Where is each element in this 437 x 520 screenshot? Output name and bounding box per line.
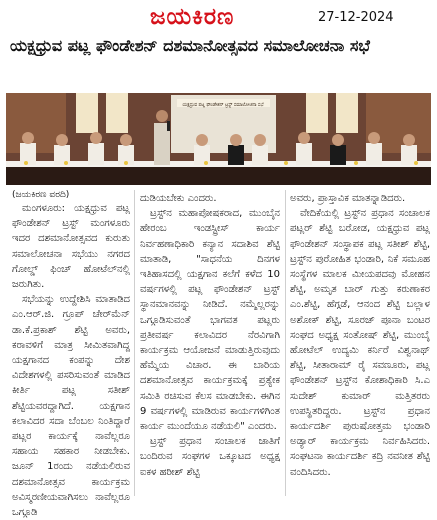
article-column-2 [140, 191, 280, 480]
event-photo [6, 93, 431, 185]
article-paragraph: ಟ್ರಸ್ಟ್ ಪ್ರಧಾನ ಸಂಚಾಲಕ ಜಾತಿಗೆ ಬಂದಿರುವ ಸಂಘಗಳ ಒಕ್ಕೂಟದ ಅಧ್ಯಕ್ಷ ಐಕಳ ಹರೀಶ್ ಶೆಟ್ಟಿ [140, 436, 280, 478]
masthead [0, 0, 437, 36]
article-column-3 [290, 191, 430, 480]
article-paragraph: ಟ್ರಸ್ಟ್‌ನ ಮಹಾಪೋಷಕರಾದ, ಮುಂಬೈನ ಹೇರಂಬ ಇಂಡಸ್ಟ್ರೀಸ್ ಕಾರ್ಯ ನಿರ್ವಹಣಾಧಿಕಾರಿ ಕನ್ಯಾನ ಸದಾಶಿವ ಶೆಟ್ಟಿ ಮಾತಾಡಿ, "ಸಾಧನೆಯ ದಿನಗಳ ಇತಿಹಾಸದಲ್ಲಿ ಯಕ್ಷಗಾನ ಕಲೆಗೆ ಕಳೆದ 10 ವರ್ಷಗಳಲ್ಲಿ ಪಟ್ಲ ಫೌಂಡೇಶನ್ ಟ್ರಸ್ಟ್ ಸ್ಥಾನಮಾನವನ್ನು ನೀಡಿದೆ. ನಮ್ಮೆಲ್ಲರನ್ನು ಒಗ್ಗೂಡಿಸುವಂತೆ ಭಾಗವತ ಪಟ್ಲರು ಪ್ರತೀವರ್ಷ ಕಲಾವಿದರ ನೆರವಿಗಾಗಿ ಕಾರ್ಯಕ್ರಮ ಆಯೋಜನೆ ಮಾಡುತ್ತಿರುವುದು ಹೆಮ್ಮೆಯ ವಿಚಾರ. ಈ ಬಾರಿಯ ದಶಮಾನೋತ್ಸವ ಕಾರ್ಯಕ್ರಮಕ್ಕೆ ಪ್ರತ್ಯೇಕ ಸಮಿತಿ ರಚಿಸುವ ಕೆಲಸ ಮಾಡಬೇಕು. ಈಗಿನ 9 ವರ್ಷಗಳಲ್ಲಿ ಮಾಡಿರುವ ಕಾರ್ಯಗಳಿಗಿಂತ ಕಾರ್ಯ ಮುಂದೆಯೂ ನಡೆಯಲಿ" ಎಂದರು. [140, 208, 280, 433]
column-divider [285, 190, 286, 496]
event-photo-illustration [6, 93, 431, 185]
article-column-1 [12, 201, 130, 520]
newspaper-title: ಜಯಕಿರಣ [150, 4, 235, 30]
article-headline: ಯಕ್ಷಧ್ರುವ ಪಟ್ಲ ಫೌಂಡೇಶನ್ ದಶಮಾನೋತ್ಸವದ ಸಮಾಲೋಚನಾ ಸಭೆ [10, 36, 370, 55]
issue-date: 27-12-2024 [318, 10, 394, 25]
article-paragraph: ಸಭೆಯನ್ನು ಉದ್ದೇಶಿಸಿ ಮಾತಾಡಿದ ಎಂ.ಆರ್.ಜಿ. ಗ್ರೂಪ್ ಚೇರ್‌ಮೆನ್ ಡಾ.ಕೆ.ಪ್ರಕಾಶ್ ಶೆಟ್ಟಿ ಅವರು, ಕರಾವಳಿಗೆ ಮಾತ್ರ ಸೀಮಿತವಾಗಿದ್ದ ಯಕ್ಷಗಾನದ ಕಂಪನ್ನು ದೇಶ ವಿದೇಶಗಳಲ್ಲಿ ಪಸರಿಸುವಂತೆ ಮಾಡಿದ ಕೀರ್ತಿ ಪಟ್ಲ ಸತೀಶ್ ಶೆಟ್ಟಿಯವರದ್ದಾಗಿದೆ. ಯಕ್ಷಗಾನ ಕಲಾವಿದರ ಸದಾ ಬೆಂಬಲ ನಿಂತಿದ್ದಾರೆ ಪಟ್ಲರ ಕಾರ್ಯಕ್ಕೆ ನಾವೆಲ್ಲರೂ ಸಹಾಯ ಸಹಕಾರ ನೀಡಬೇಕು. ಜೂನ್ 1ರಂದು ನಡೆಯಲಿರುವ ದಶಮಾನೋತ್ಸವ ಕಾರ್ಯಕ್ರಮ ಅವಿಸ್ಮರಣೀಯವಾಗಿಸಲು ನಾವೆಲ್ಲರೂ ಒಗ್ಗೂಡಿ [12, 294, 130, 519]
article-paragraph: ದುಡಿಯಬೇಕು ಎಂದರು. [140, 193, 217, 204]
reporter-credit: (ಜಯಕಿರಣ ವರದಿ) [12, 190, 70, 200]
stage-banner-text: ಯಕ್ಷಧ್ರುವ ಪಟ್ಲ ಫೌಂಡೇಶನ್ ಟ್ರಸ್ಟ್ ಸಮಾಲೋಚನಾ ಸಭೆ [182, 103, 264, 108]
column-divider [134, 190, 135, 496]
article-paragraph: ವೇದಿಕೆಯಲ್ಲಿ ಟ್ರಸ್ಟ್‌ನ ಪ್ರಧಾನ ಸಂಚಾಲಕ ಪಟ್ಲರ್ ಶೆಟ್ಟಿ ಬರೋಡ, ಯಕ್ಷಧ್ರುವ ಪಟ್ಲ ಫೌಂಡೇಶನ್ ಸಂಸ್ಥಾಪಕ ಪಟ್ಲ ಸತೀಶ್ ಶೆಟ್ಟಿ, ಟ್ರಸ್ಟ್‌ನ ಪುರೋಹಿತ ಭಂಡಾರಿ, ನಿಕೆ ಸಮೂಹ ಸಂಸ್ಥೆಗಳ ಮಾಲಕ ಮೀಯಪದವು ಮೋಹನ ಶೆಟ್ಟಿ, ಅಮೃತ ಬಾರ್ ಗುತ್ತು ಕರುಣಾಕರ ಎಂ.ಶೆಟ್ಟಿ, ಹೆಗ್ಗಡೆ, ಆನಂದ ಶೆಟ್ಟಿ ಬಲ್ಲಾಳ ಅಶೋಕ್ ಶೆಟ್ಟಿ, ಸೂರಜ್ ಪೂನಾ ಬಂಟರ ಸಂಘದ ಅಧ್ಯಕ್ಷ ಸಂತೋಷ್ ಶೆಟ್ಟಿ, ಮುಂಬೈ ಹೋಟೆಲ್ ಉದ್ಯಮಿ ಕರ್ನಿರೆ ವಿಶ್ವನಾಥ್ ಶೆಟ್ಟಿ, ಸೀತಾರಾಮ್ ರೈ ಸವಣೂರು, ಪಟ್ಲ ಫೌಂಡೇಶನ್ ಟ್ರಸ್ಟ್‌ನ ಕೋಶಾಧಿಕಾರಿ ಸಿ.ಎ ಸುದೇಶ್ ಕುಮಾರ್ ಮತ್ತಿತರರು ಉಪಸ್ಥಿತರಿದ್ದರು. ಟ್ರಸ್ಟ್‌ನ ಪ್ರಧಾನ ಕಾರ್ಯದರ್ಶಿ ಪುರುಷೋತ್ತಮ ಭಂಡಾರಿ ಅಡ್ಯಾರ್ ಕಾರ್ಯಕ್ರಮ ನಿರ್ವಹಿಸಿದರು. ಸಂಘಟನಾ ಕಾರ್ಯದರ್ಶಿ ಕದ್ರಿ ನವನೀತ ಶೆಟ್ಟಿ ವಂದಿಸಿದರು. [290, 208, 430, 478]
article-paragraph: ಅವರು, ಪ್ರಾಸ್ತಾವಿಕ ಮಾತನ್ನಾಡಿದರು. [290, 193, 406, 204]
article-paragraph: ಮಂಗಳೂರು: ಯಕ್ಷಧ್ರುವ ಪಟ್ಲ ಫೌಂಡೇಶನ್ ಟ್ರಸ್ಟ್ ಮಂಗಳೂರು ಇದರ ದಶಮಾನೋತ್ಸವದ ಕುರುತು ಸಮಾಲೋಚನಾ ಸಭೆಯು ನಗರದ ಗೋಲ್ಡ್ ಫಿಂಚ್ ಹೋಟೆಲ್‌ನಲ್ಲಿ ಜರುಗಿತು. [12, 203, 130, 291]
